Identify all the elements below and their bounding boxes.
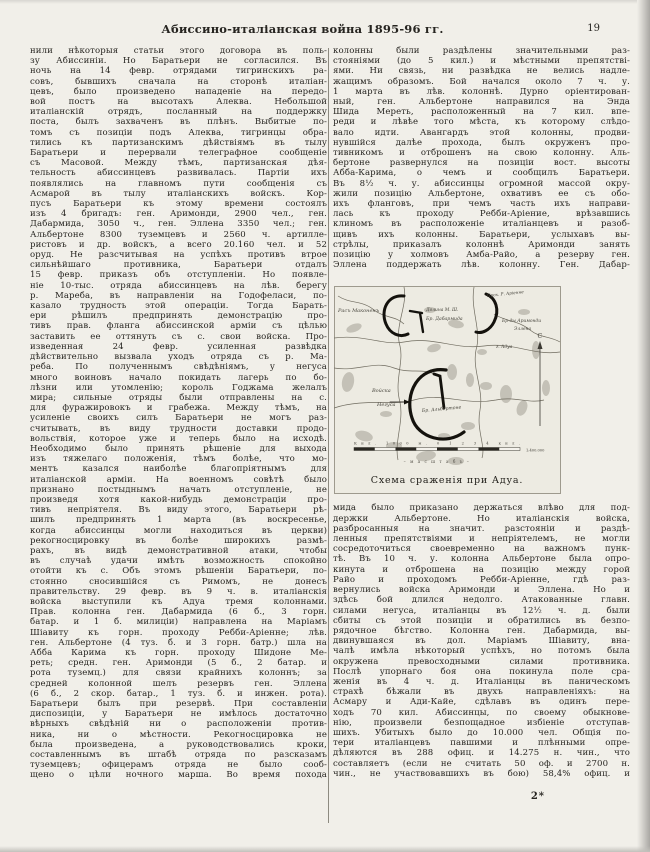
- text-line: дѣйствительно вызвала уходъ отряда съ р. Ма-: [30, 352, 327, 363]
- text-line: сильнѣйшаго противника, Баратьери отдалъ: [30, 260, 327, 271]
- text-line: ный, ген. Альбертоне направился на Энда: [333, 97, 630, 108]
- text-line: реба. По полученнымъ свѣдѣніямъ, у негуса: [30, 362, 327, 373]
- text-line: силами негуса, италіанцы въ 12½ ч. д. были: [333, 605, 630, 616]
- text-line: лѣзни или утомленію; король Годжама желалъ: [30, 382, 327, 393]
- text-line: рота туземц.) для связи крайнихъ колоннъ; за: [30, 668, 327, 679]
- text-line: нили нѣкоторыя статьи этого договора въ поль-: [30, 46, 327, 56]
- page-number: 19: [587, 23, 600, 34]
- text-line: Необходимо было принять рѣшеніе для выхода: [30, 443, 327, 454]
- text-line: женія въ 4 ч. д. Италіанцы въ паническомъ: [333, 676, 630, 687]
- text-line: 1 марта въ лѣв. колоннѣ. Дурно оріентирован-: [333, 86, 630, 97]
- text-line: зу Абиссиніи. Но Баратьери не согласился. Въ: [30, 56, 327, 67]
- text-line: щивъ ихъ колонны. Баратьери, услыхавъ вы-: [333, 229, 630, 240]
- text-line: изведенная 24 февр. усиленная развѣдка: [30, 341, 327, 352]
- text-line: окружена превосходными силами противника.: [333, 656, 630, 667]
- text-line: казало трудность этой операціи. Тогда Барать-: [30, 301, 327, 312]
- text-line: пусъ Баратьери къ этому времени состоялъ: [30, 199, 327, 210]
- text-line: много воиновъ начало покидать лагерь по бо-: [30, 372, 327, 383]
- text-line: ген. Альбертоне (4 туз. б. и 3 горн. батр.) шла на: [30, 637, 327, 648]
- text-line: позицію у холмовъ Амба-Райо, а резерву ген.: [333, 250, 630, 261]
- text-line: вой постъ на высотахъ Алеква. Небольшой: [30, 97, 327, 108]
- text-line: кинута и отброшена на позицію между горой: [333, 564, 630, 575]
- text-line: Въ 8½ ч. у. абиссинцы огромной массой окру-: [333, 178, 630, 189]
- printer-signature-mark: 2*: [530, 790, 545, 802]
- text-line: колонны были раздѣлены значительными раз-: [333, 46, 630, 56]
- page-edge-top: [0, 0, 650, 4]
- map-label-ellena: Эллена: [514, 327, 532, 333]
- map-label-dabarmida: Бр. Дабармида: [426, 317, 463, 323]
- text-line: держки Альбертоне. Но италіанскія войска,: [333, 513, 630, 524]
- page-edge-bottom: [0, 846, 650, 852]
- text-line: войска выступили къ Адуа тремя колоннами.: [30, 596, 327, 607]
- svg-text:1:400.000: 1:400.000: [526, 448, 545, 453]
- text-line: реди и лѣвѣе того мѣста, къ которому слѣдо-: [333, 117, 630, 128]
- text-line: Шіавиту къ горн. проходу Ребби-Аріенне; лѣв.: [30, 627, 327, 638]
- text-line: тельность абиссинцевъ развивалась. Партіи ихъ: [30, 168, 327, 179]
- text-line: сосредоточиться своевременно на важномъ пунк-: [333, 544, 630, 555]
- map-label-negusa: Негуса: [377, 402, 396, 409]
- map-label-arienne-pass: Прох. Р. Аріенне: [486, 289, 524, 299]
- text-line: отойти къ с. Объ этомъ рѣшеніи Баратьери, по-: [30, 566, 327, 577]
- text-line: вѣрныхъ свѣдѣній ни о расположеніи против-: [30, 719, 327, 730]
- text-line: считывать, въ виду трудности доставки продо-: [30, 423, 327, 434]
- text-line: италіанской арміи. На военномъ совѣтѣ было: [30, 474, 327, 485]
- text-line: ночь на 14 февр. отрядами тигринскихъ ра-: [30, 66, 327, 77]
- text-line: мида было приказано держаться влѣво для под-: [333, 503, 630, 514]
- text-line: появлялись на главномъ пути сообщенія съ: [30, 178, 327, 189]
- text-line: изъ 4 бригадъ: ген. Аримонди, 2900 чел., ген.: [30, 209, 327, 220]
- text-line: тѣ. Въ 10 ч. у. колонна Альбертоне была опро-: [333, 554, 630, 565]
- text-line: ери рѣшилъ предпринять демонстрацію про-: [30, 311, 327, 322]
- text-line: двинувшаяся въ дол. Маріамъ Шіавиту, вна-: [333, 636, 630, 647]
- text-line: лась къ проходу Ребби-Аріение, врѣзавшись: [333, 209, 630, 220]
- text-line: ника, ни о мѣстности. Рекогносцировка не: [30, 729, 327, 740]
- text-line: оруд. Не разсчитывая на успѣхъ противъ втрое: [30, 250, 327, 261]
- svg-text:– м а с ш т а б ъ –: – м а с ш т а б ъ –: [403, 459, 471, 465]
- text-line: Шида Мереть, расположенный на 7 кил. впе-: [333, 107, 630, 118]
- text-line: для фуражировокъ и грабежа. Между тѣмъ, на: [30, 403, 327, 414]
- text-line: батар. и 1 б. милиціи) направлена на Маріамъ: [30, 617, 327, 628]
- text-line: мира; сильные отряды были отправлены на с.: [30, 392, 327, 403]
- right-column-lower-text: [333, 503, 630, 778]
- text-line: поста, былъ захваченъ въ плѣнъ. Выбитые по-: [30, 117, 327, 128]
- column-divider-rule: [328, 48, 329, 823]
- text-line: стрѣлы, приказалъ колоннѣ Аримонди занять: [333, 239, 630, 250]
- text-line: нувшійся далѣе прохода, былъ окруженъ про-: [333, 137, 630, 148]
- page-edge-right: [637, 0, 650, 852]
- text-line: Альбертоне 8300 туземцевъ и 2560 ч. артилле-: [30, 229, 327, 240]
- text-line: чин., не участвовавшихъ въ бою) 58,4% офиц. и: [333, 768, 630, 779]
- text-line: тивъ прав. фланга абиссинской арміи съ цѣлью: [30, 321, 327, 332]
- text-line: здѣсь бой длился недолго. Атакованные главн.: [333, 595, 630, 606]
- text-line: чалѣ имѣла нѣкоторый успѣхъ, но потомъ была: [333, 646, 630, 657]
- text-line: стоянно сносившійся съ Римомъ, не донесъ: [30, 576, 327, 587]
- text-line: страхѣ бѣжали въ двухъ направленіяхъ: на: [333, 687, 630, 698]
- text-line: признано постыднымъ начать отступленіе, не: [30, 484, 327, 495]
- text-line: тери италіанцевъ павшими и плѣнными опре-: [333, 738, 630, 749]
- text-line: шилъ предпринять 1 марта (въ воскресенье,: [30, 515, 327, 526]
- text-line: ленныя препятствіями и непріятелемъ, не могли: [333, 534, 630, 545]
- text-line: нію, произвели безпощадное избіеніе отступав-: [333, 717, 630, 728]
- text-line: туземцевъ; офицерамъ отряда не было сооб-: [30, 760, 327, 771]
- text-line: Послѣ упорнаго боя она покинула поле сра-: [333, 666, 630, 677]
- text-line: заставить ее оттянуть съ с. свои войска. Про-: [30, 331, 327, 342]
- text-line: стояніями (до 5 кил.) и мѣстными препятстві-: [333, 56, 630, 67]
- text-line: Асмарой въ тылу италіанскихъ войскъ. Кор-: [30, 188, 327, 199]
- map-label-adua: г. Адуа: [496, 345, 513, 351]
- text-line: тивникомъ и отброшенъ на свою колонну. Аль-: [333, 148, 630, 159]
- text-line: томъ съ позиціи подъ Алеква, тигринцы обра-: [30, 127, 327, 138]
- text-line: Баратьери былъ при резервѣ. При составленіи: [30, 699, 327, 709]
- text-line: (6 б., 2 скор. батар., 1 туз. б. и инжен. рота).: [30, 688, 327, 699]
- text-line: жащимъ образомъ. Бой начался около 7 ч. у.: [333, 76, 630, 87]
- text-line: клиномъ въ расположеніе италіанцевъ и разоб-: [333, 219, 630, 230]
- text-line: Прав. колонна ген. Дабармида (6 б., 3 горн.: [30, 607, 327, 618]
- text-line: жили позицію Альбертоне, охвативъ ее съ обо-: [333, 188, 630, 199]
- left-text-column: [30, 46, 327, 781]
- text-line: съ Масовой. Между тѣмъ, партизанская дѣя-: [30, 158, 327, 169]
- text-line: сбиты съ этой позиціи и обратились въ безпо-: [333, 615, 630, 626]
- text-line: разбросанныя на значит. разстояніи и раздѣ-: [333, 523, 630, 534]
- map-label-valley: Долина М. Ш.: [426, 308, 459, 314]
- text-line: вернулись войска Аримонди и Эллена. Но и: [333, 585, 630, 596]
- text-line: Баратьери и перервали телеграфное сообщеніе: [30, 148, 327, 159]
- text-line: ходъ 70 кил. Абиссинцы, по своему обыкнове-: [333, 707, 630, 718]
- text-line: Райо и проходомъ Ребби-Аріенне, гдѣ раз-: [333, 574, 630, 585]
- text-line: Асмару и Ади-Кайе, сдѣлавъ въ одинъ пере-: [333, 697, 630, 708]
- page-header: [30, 22, 628, 40]
- text-line: произведя хотя какой-нибудь демонстраціи про-: [30, 494, 327, 505]
- text-line: дѣляются въ 288 офиц. и 14.275 н. чин., что: [333, 748, 630, 759]
- svg-text:Кил. 1000 м. 0 1 2 3 4 кил.: Кил. 1000 м. 0 1 2 3 4 кил.: [354, 441, 520, 446]
- text-line: бертоне развернулся на позиціи вост. высоты: [333, 158, 630, 169]
- text-line: изъ тяжелаго положенія, тѣмъ болѣе, что мо-: [30, 454, 327, 465]
- right-text-column: [333, 46, 630, 802]
- text-line: Абба Карима къ горн. проходу Шидоне Ме-: [30, 647, 327, 658]
- text-line: совъ, бывшихъ сначала на сторонѣ италіан-: [30, 76, 327, 87]
- text-line: когда абиссинцы могли находиться въ церкви): [30, 525, 327, 536]
- map-label-voiska: Войска: [372, 388, 391, 395]
- text-line: цевъ, было произведено нападеніе на передо-: [30, 86, 327, 97]
- text-line: правительству. 29 февр. въ 9 ч. в. италіанскія: [30, 586, 327, 597]
- map-caption: Схема сраженія при Адуа.: [370, 475, 524, 487]
- text-line: составляетъ (если не считать 50 оф. и 2700 н.: [333, 758, 630, 769]
- text-line: Абба-Карима, о чемъ и сообщилъ Баратьери.: [333, 168, 630, 179]
- text-line: р. Мареба, въ направленіи на Годофеласи, по-: [30, 290, 327, 301]
- text-line: ристовъ и др. войскъ, а всего 20.160 чел. и 52: [30, 239, 327, 250]
- text-line: средней колонной шелъ резервъ ген. Эллена: [30, 678, 327, 689]
- text-line: рахъ, въ видѣ демонстративной атаки, чтобы: [30, 545, 327, 556]
- right-column-upper-text: [333, 46, 630, 270]
- text-line: вольствія, которое уже и теперь было на исходѣ.: [30, 433, 327, 444]
- text-line: шихъ. Убитыхъ было до 10.000 чел. Общія по-: [333, 727, 630, 738]
- svg-text:С: С: [537, 333, 543, 341]
- text-line: тивъ непріятеля. Въ виду этого, Баратьери рѣ-: [30, 505, 327, 516]
- text-line: реть; средн. ген. Аримонди (5 б., 2 батар. и: [30, 658, 327, 669]
- text-line: рекогносцировку въ болѣе широкихъ размѣ-: [30, 535, 327, 546]
- text-line: ніе 10-тыс. отряда абиссинцевъ на лѣв. берегу: [30, 280, 327, 291]
- text-line: была произведена, а руководствовались кроки,: [30, 739, 327, 750]
- text-line: италіанскій отрядъ, посланный на поддержку: [30, 107, 327, 118]
- text-line: Дабармида, 3050 ч., ген. Эллена 3350 чел.; ген.: [30, 219, 327, 230]
- text-line: ями. Ни связь, ни развѣдка не велись надле-: [333, 66, 630, 77]
- text-line: составленнымъ въ штабѣ отряда по разсказамъ: [30, 750, 327, 761]
- text-line: въ случаѣ удачи имѣть возможность спокойно: [30, 556, 327, 567]
- text-line: ихъ фланговъ, при чемъ часть ихъ направи-: [333, 199, 630, 210]
- text-line: щено о цѣли ночного марша. Во время похода: [30, 770, 327, 781]
- battle-map-figure: [334, 286, 561, 494]
- text-line: ментъ казался наиболѣе благопріятнымъ для: [30, 464, 327, 475]
- text-line: усиленіе своихъ силъ Баратьери не могъ раз-: [30, 413, 327, 424]
- text-line: Эллена поддержать лѣв. колонну. Ген. Дабар-: [333, 260, 630, 271]
- text-line: 15 февр. приказъ объ отступленіи. Но появле-: [30, 270, 327, 281]
- text-line: рядочное бѣгство. Колонна ген. Дабармида, вы-: [333, 625, 630, 636]
- text-line: тились къ партизанскимъ дѣйствіямъ въ тылу: [30, 137, 327, 148]
- text-line: диспозиціи, у Баратьери не имѣлось достаточно: [30, 709, 327, 720]
- page-title: Абиссино-италіанская война 1895-96 гг.: [161, 22, 444, 36]
- text-line: вало идти. Авангардъ этой колонны, продви-: [333, 127, 630, 138]
- map-label-arimondi: Бр-ды Аримонди: [502, 319, 542, 325]
- map-label-albertone: Бр. Альбертоне: [421, 406, 462, 415]
- map-label-ras-makonen: Расъ Маконенъ: [338, 308, 380, 315]
